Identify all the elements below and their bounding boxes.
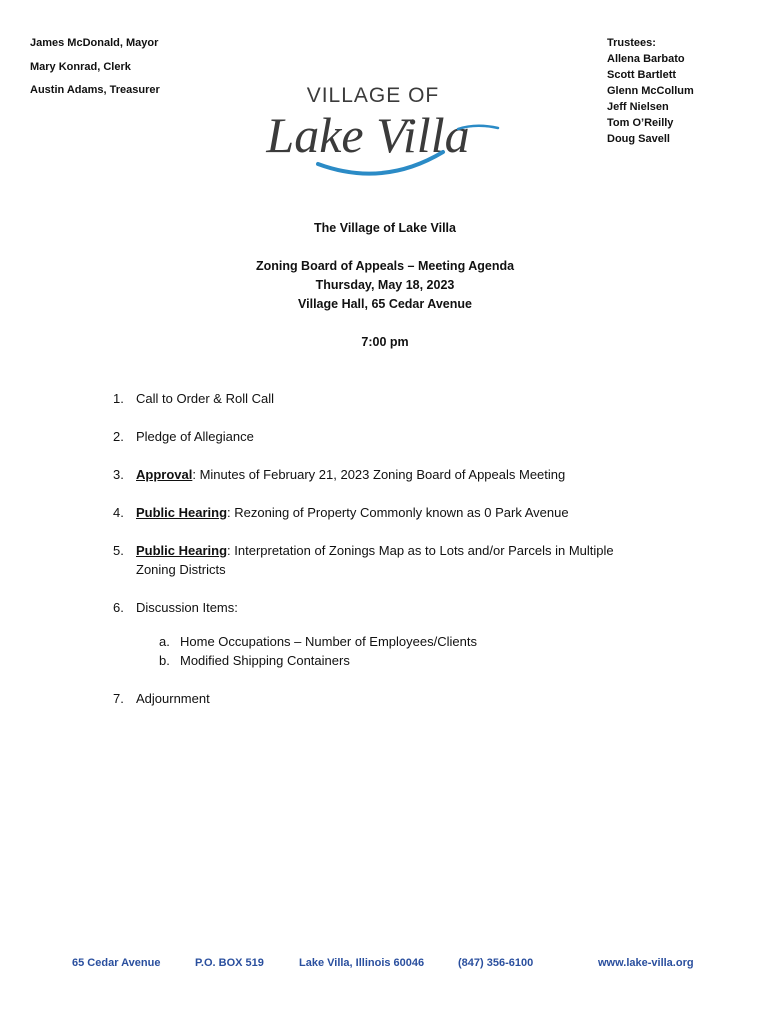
agenda-subitem: b. Modified Shipping Containers — [159, 653, 350, 668]
agenda-item: 5. Public Hearing: Interpretation of Zonings Map as to Lots and/or Parcels in Multiple Zoning Districts — [113, 543, 614, 577]
trustee-name: Allena Barbato — [607, 53, 685, 65]
trustee-name: Doug Savell — [607, 133, 670, 145]
logo-swoosh-tail — [458, 126, 498, 129]
trustee-name: Jeff Nielsen — [607, 101, 669, 113]
footer-po-box: P.O. BOX 519 — [195, 957, 264, 969]
item-label: Public Hearing — [136, 505, 228, 520]
trustee-name: Glenn McCollum — [607, 85, 694, 97]
officials-block — [30, 37, 160, 108]
agenda-item: 2. Pledge of Allegiance — [113, 429, 254, 444]
meeting-location: Village Hall, 65 Cedar Avenue — [298, 297, 472, 311]
agenda-item: 6. Discussion Items: — [113, 600, 238, 615]
trustees-block — [607, 35, 694, 147]
agenda-item: 7. Adjournment — [113, 691, 210, 706]
clerk-name: Mary Konrad, Clerk — [30, 60, 131, 73]
agenda-list — [113, 389, 733, 727]
footer-phone: (847) 356-6100 — [458, 957, 534, 969]
trustees-label: Trustees: — [607, 37, 656, 49]
mayor-name: James McDonald, Mayor — [30, 37, 159, 49]
footer-city: Lake Villa, Illinois 60046 — [299, 957, 425, 969]
logo-top-text: VILLAGE OF — [306, 84, 440, 107]
org-title: The Village of Lake Villa — [314, 221, 456, 235]
trustee-name: Tom O’Reilly — [607, 117, 674, 129]
item-label: Approval — [136, 467, 193, 482]
agenda-item: 4. Public Hearing: Rezoning of Property Commonly known as 0 Park Avenue — [113, 505, 569, 520]
logo-script-text: Lake Villa — [266, 107, 470, 163]
discussion-subitems — [113, 632, 733, 670]
meeting-date: Thursday, May 18, 2023 — [315, 278, 455, 292]
agenda-subitem: a. Home Occupations – Number of Employees/Clients — [159, 634, 477, 649]
footer-website[interactable]: www.lake-villa.org — [598, 957, 694, 969]
village-logo — [258, 80, 508, 185]
meeting-title: Zoning Board of Appeals – Meeting Agenda — [255, 259, 515, 273]
trustee-name: Scott Bartlett — [607, 69, 677, 81]
agenda-item: 1. Call to Order & Roll Call — [113, 391, 274, 406]
item-label: Public Hearing — [136, 543, 228, 558]
treasurer-name: Austin Adams, Treasurer — [30, 84, 160, 96]
agenda-item: 3. Approval: Minutes of February 21, 2023 Zoning Board of Appeals Meeting — [113, 467, 566, 482]
footer-address: 65 Cedar Avenue — [72, 957, 161, 969]
meeting-time: 7:00 pm — [361, 335, 409, 349]
